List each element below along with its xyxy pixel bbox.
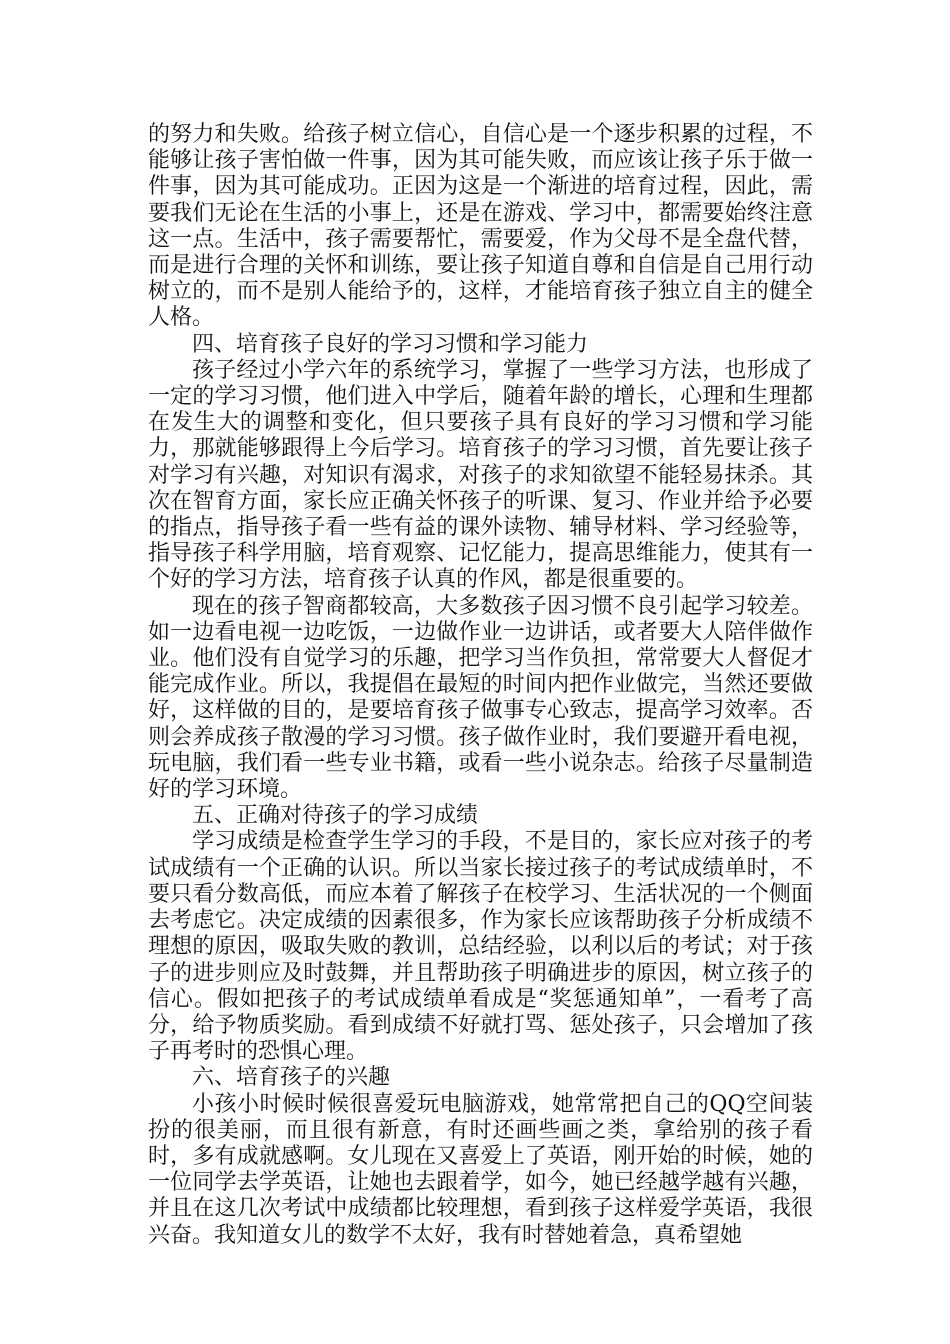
paragraph-study-habits: 孩子经过小学六年的系统学习，掌握了一些学习方法，也形成了一定的学习习惯，他们进入中学后，随着年龄的增长，心理和生理都在发生大的调整和变化，但只要孩子具有良好的学习习惯和学习能力，那就能够跟得上今后学习。培育孩子的学习习惯，首先要让孩子对学习有兴趣，对知识有渴求，对孩子的求知欲望不能轻易抹杀。其次在智育方面，家长应正确关怀孩子的听课、复习、作业并给予必要的指点，指导孩子看一些有益的课外读物、辅导材料、学习经验等，指导孩子科学用脑，培育观察、记忆能力，提高思维能力，使其有一个好的学习方法，培育孩子认真的作风，都是很重要的。 [148,357,813,593]
paragraph-confidence-continued: 的努力和失败。给孩子树立信心，自信心是一个逐步积累的过程，不能够让孩子害怕做一件事，因为其可能失败，而应该让孩子乐于做一件事，因为其可能成功。正因为这是一个渐进的培育过程，因此，需要我们无论在生活的小事上，还是在游戏、学习中，都需要始终注意这一点。生活中，孩子需要帮忙，需要爱，作为父母不是全盘代替，而是进行合理的关怀和训练，要让孩子知道自尊和自信是自己用行动树立的，而不是别人能给予的，这样，才能培育孩子独立自主的健全人格。 [148,122,813,331]
section-heading-4: 四、培育孩子良好的学习习惯和学习能力 [192,331,589,357]
paragraph-study-environment: 现在的孩子智商都较高，大多数孩子因习惯不良引起学习较差。如一边看电视一边吃饭，一边做作业一边讲话，或者要大人陪伴做作业。他们没有自觉学习的乐趣，把学习当作负担，常常要大人督促才能完成作业。所以，我提倡在最短的时间内把作业做完，当然还要做好，这样做的目的，是要培育孩子做事专心致志，提高学习效率。否则会养成孩子散漫的学习习惯。孩子做作业时，我们要避开看电视，玩电脑，我们看一些专业书籍，或看一些小说杂志。给孩子尽量制造好的学习环境。 [148,593,813,803]
document-body [148,122,813,1249]
paragraph-interests: 小孩小时候时候很喜爱玩电脑游戏，她常常把自己的QQ空间装扮的很美丽，而且很有新意，有时还画些画之类，拿给别的孩子看时，多有成就感啊。女儿现在又喜爱上了英语，刚开始的时候，她的一位同学去学英语，让她也去跟着学，如今，她已经越学越有兴趣，并且在这几次考试中成绩都比较理想，看到孩子这样爱学英语，我很兴奋。我知道女儿的数学不太好，我有时替她着急，真希望她 [148,1091,813,1248]
paragraph-grades: 学习成绩是检查学生学习的手段，不是目的，家长应对孩子的考试成绩有一个正确的认识。所以当家长接过孩子的考试成绩单时，不要只看分数高低，而应本着了解孩子在校学习、生活状况的一个侧面去考虑它。决定成绩的因素很多，作为家长应该帮助孩子分析成绩不理想的原因，吸取失败的教训，总结经验，以利以后的考试；对于孩子的进步则应及时鼓舞，并且帮助孩子明确进步的原因，树立孩子的信心。假如把孩子的考试成绩单看成是“奖惩通知单”，一看考了高分，给予物质奖励。看到成绩不好就打骂、惩处孩子，只会增加了孩子再考时的恐惧心理。 [148,829,813,1065]
section-heading-5: 五、正确对待孩子的学习成绩 [192,803,479,829]
section-heading-6: 六、培育孩子的兴趣 [192,1065,391,1091]
